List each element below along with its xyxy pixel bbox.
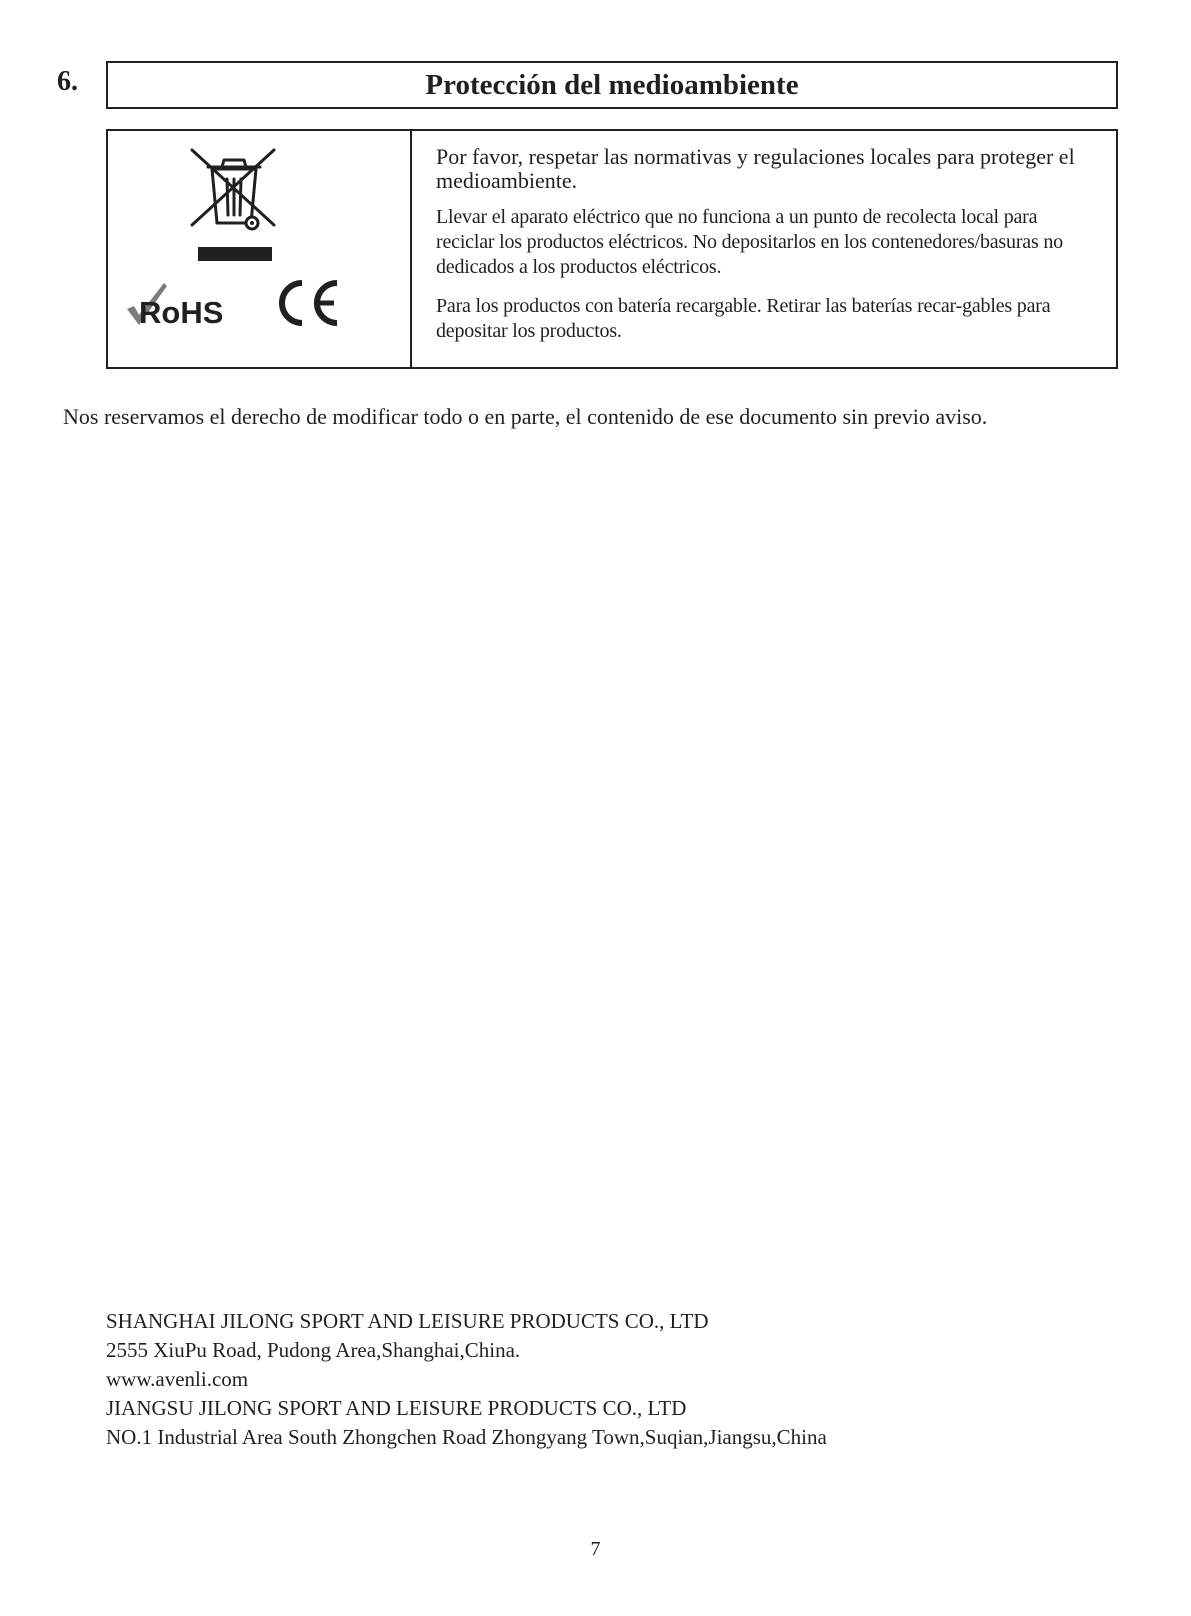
rohs-label: RoHS: [139, 295, 224, 330]
environment-info-table: [106, 129, 1118, 369]
footer-company-shanghai: SHANGHAI JILONG SPORT AND LEISURE PRODUCTS CO., LTD: [106, 1309, 709, 1333]
page-number: 7: [590, 1538, 601, 1560]
info-text-cell: [412, 131, 1116, 367]
crossed-out-bin-icon: [186, 145, 282, 235]
section-title: Protección del medioambiente: [106, 61, 1118, 109]
rights-notice: Nos reservamos el derecho de modificar todo o en parte, el contenido de ese documento sin previo aviso.: [63, 404, 988, 429]
info-paragraph-batteries: Para los productos con batería recargable. Retirar las baterías recar-gables para depositar los productos.: [436, 295, 1051, 342]
footer-address-shanghai: 2555 XiuPu Road, Pudong Area,Shanghai,China.: [106, 1338, 521, 1362]
rohs-logo: [124, 281, 234, 331]
info-paragraph-recycling: Llevar el aparato eléctrico que no funciona a un punto de recolecta local para reciclar los productos eléctricos. No depositarlos en los contenedores/basuras no dedicados a los productos eléctricos.: [436, 206, 1063, 278]
weee-separate-collection-bar: [198, 247, 272, 261]
ce-mark-logo: [274, 277, 344, 329]
info-paragraph-regulations: Por favor, respetar las normativas y regulaciones locales para proteger el medioambiente.: [436, 144, 1075, 193]
footer-website: www.avenli.com: [106, 1367, 249, 1391]
symbols-cell: [108, 131, 412, 367]
section-number: 6.: [57, 66, 78, 97]
footer-company-jiangsu: JIANGSU JILONG SPORT AND LEISURE PRODUCTS CO., LTD: [106, 1396, 687, 1420]
company-footer: [106, 1307, 827, 1452]
footer-address-jiangsu: NO.1 Industrial Area South Zhongchen Road Zhongyang Town,Suqian,Jiangsu,China: [106, 1425, 827, 1449]
